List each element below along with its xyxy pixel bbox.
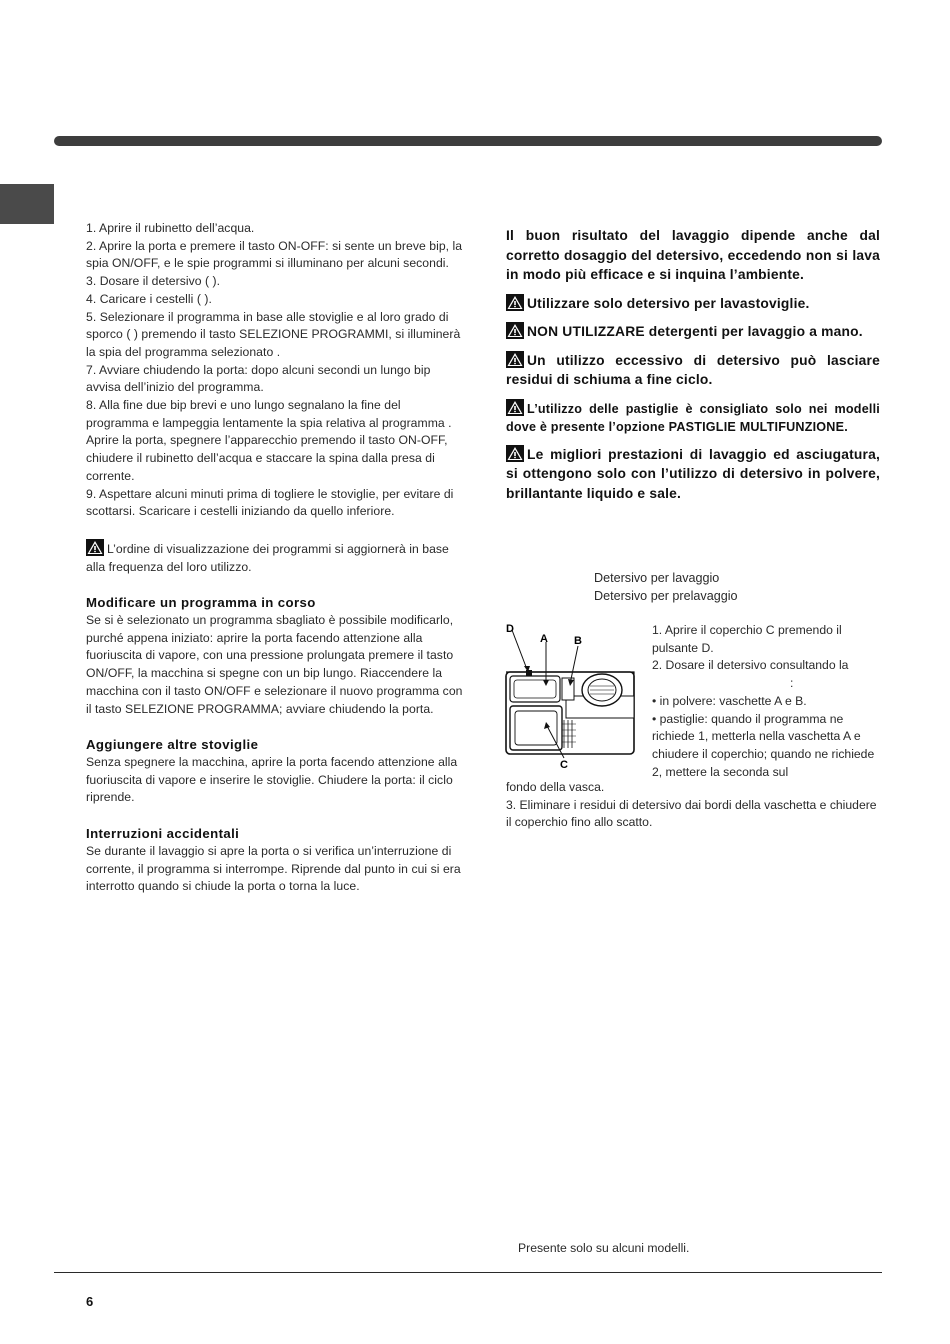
footer-rule	[54, 1272, 882, 1273]
step-5: 5. Selezionare il programma in base alle stoviglie e al loro grado di sporco ( ) premendo il tasto SELEZIONE PROGRAMMI, si illuminerà la spia del programma selezionato .	[86, 309, 461, 359]
detergent-legend	[594, 569, 738, 605]
left-column	[86, 220, 464, 896]
legend-wash: Detersivo per lavaggio	[594, 571, 720, 585]
warning-item-2	[506, 322, 880, 342]
step-7: 7. Avviare chiudendo la porta: dopo alcuni secondi un lungo bip avvisa dell’inizio del programma.	[86, 362, 431, 395]
warning-text-4: L’utilizzo delle pastiglie è consigliato solo nei modelli dove è presente l’opzione PASTIGLIE MULTIFUNZIONE.	[506, 401, 880, 434]
section-body-add: Senza spegnere la macchina, aprire la porta facendo attenzione alla fuoriuscita di vapore e inserire le stoviglie. Chiudere la porta: il ciclo riprende.	[86, 754, 458, 805]
label-d: D	[506, 623, 514, 635]
section-body-modify: Se si è selezionato un programma sbagliato è possibile modificarlo, purché appena iniziato: aprire la porta facendo attenzione alla fuoriuscita di vapore, con una pressione prolungata premere il tasto ON/OFF, la macchina si spegne con un bip lungo. Riaccendere la macchina con il tasto ON/OFF e selezionare il nuovo programma con il tasto SELEZIONE PROGRAMMA; avviare chiudendo la porta.	[86, 613, 463, 716]
section-title-add: Aggiungere altre stoviglie	[86, 737, 259, 753]
warning-item-1	[506, 294, 880, 314]
warning-icon	[506, 351, 524, 368]
dispenser-bullet-tablets-end: fondo della vasca.	[506, 780, 605, 794]
step-3: 3. Dosare il detersivo ( ).	[86, 274, 221, 289]
dispenser-steps	[652, 622, 882, 781]
dispenser-bullet-tablets: • pastiglie: quando il programma ne richiede 1, metterla nella vaschetta A e chiudere il coperchio; quando ne richiede 2, mettere la seconda sul	[652, 711, 875, 779]
detergent-intro: Il buon risultato del lavaggio dipende anche dal corretto dosaggio del detersivo, eccedendo non si lava in modo più efficace e si inquina l’ambiente.	[506, 228, 880, 282]
language-tab	[0, 184, 54, 224]
step-8: 8. Alla fine due bip brevi e uno lungo segnalano la fine del programma e lampeggia lentamente la spia relativa al programma . Aprire la porta, spegnere l’apparecchio premendo il tasto ON-OFF, chiudere il rubinetto dell’acqua e staccare la spina dalla presa di corrente.	[86, 398, 452, 483]
dispenser-step-1: 1. Aprire il coperchio C premendo il pulsante D.	[652, 623, 842, 655]
label-a: A	[540, 633, 548, 645]
order-note	[86, 539, 464, 576]
dispenser-steps-continued	[506, 779, 884, 832]
page-number: 6	[86, 1294, 94, 1309]
warning-icon	[506, 322, 524, 339]
step-4: 4. Caricare i cestelli ( ).	[86, 291, 212, 306]
section-body-interruptions: Se durante il lavaggio si apre la porta o si verifica un’interruzione di corrente, il programma si interrompe. Riprende dal punto in cui si era interrotto quando si chiude la porta o torna la luce.	[86, 843, 461, 894]
warning-text-1: Utilizzare solo detersivo per lavastoviglie.	[527, 295, 810, 311]
order-note-text: L’ordine di visualizzazione dei programmi si aggiornerà in base alla frequenza del loro utilizzo.	[86, 541, 449, 574]
warning-text-2: NON UTILIZZARE detergenti per lavaggio a mano.	[527, 324, 863, 339]
warning-item-5	[506, 445, 880, 504]
warning-item-3	[506, 351, 880, 390]
right-column	[506, 226, 880, 503]
detergent-dispenser-diagram	[502, 620, 638, 770]
label-b: B	[574, 635, 582, 647]
warning-icon	[86, 539, 104, 556]
warning-text-5: Le migliori prestazioni di lavaggio ed asciugatura, si ottengono solo con l’utilizzo di detersivo in polvere, brillantante liquido e sale.	[506, 446, 880, 501]
warning-icon	[506, 445, 524, 462]
label-c: C	[560, 759, 568, 770]
warning-icon	[506, 294, 524, 311]
step-2: 2. Aprire la porta e premere il tasto ON-OFF: si sente un breve bip, la spia ON/OFF, e le spie programmi si illuminano per alcuni secondi.	[86, 238, 463, 271]
warning-text-3: Un utilizzo eccessivo di detersivo può lasciare residui di schiuma a fine ciclo.	[506, 352, 880, 387]
footnote: Presente solo su alcuni modelli.	[518, 1241, 690, 1255]
dispenser-step-2-colon: :	[790, 676, 794, 691]
section-title-interruptions: Interruzioni accidentali	[86, 826, 240, 842]
step-9: 9. Aspettare alcuni minuti prima di togliere le stoviglie, per evitare di scottarsi. Scaricare i cestelli iniziando da quello inferiore.	[86, 486, 454, 519]
warning-item-4	[506, 399, 880, 436]
dispenser-step-3: 3. Eliminare i residui di detersivo dai bordi della vaschetta e chiudere il coperchio fino allo scatto.	[506, 797, 877, 830]
section-title-modify: Modificare un programma in corso	[86, 595, 316, 611]
dispenser-step-2: 2. Dosare il detersivo consultando la	[652, 658, 849, 673]
step-1: 1. Aprire il rubinetto dell’acqua.	[86, 221, 255, 235]
dispenser-bullet-powder: • in polvere: vaschette A e B.	[652, 693, 807, 708]
warning-icon	[506, 399, 524, 416]
legend-prewash: Detersivo per prelavaggio	[594, 589, 738, 603]
header-bar	[54, 136, 882, 146]
